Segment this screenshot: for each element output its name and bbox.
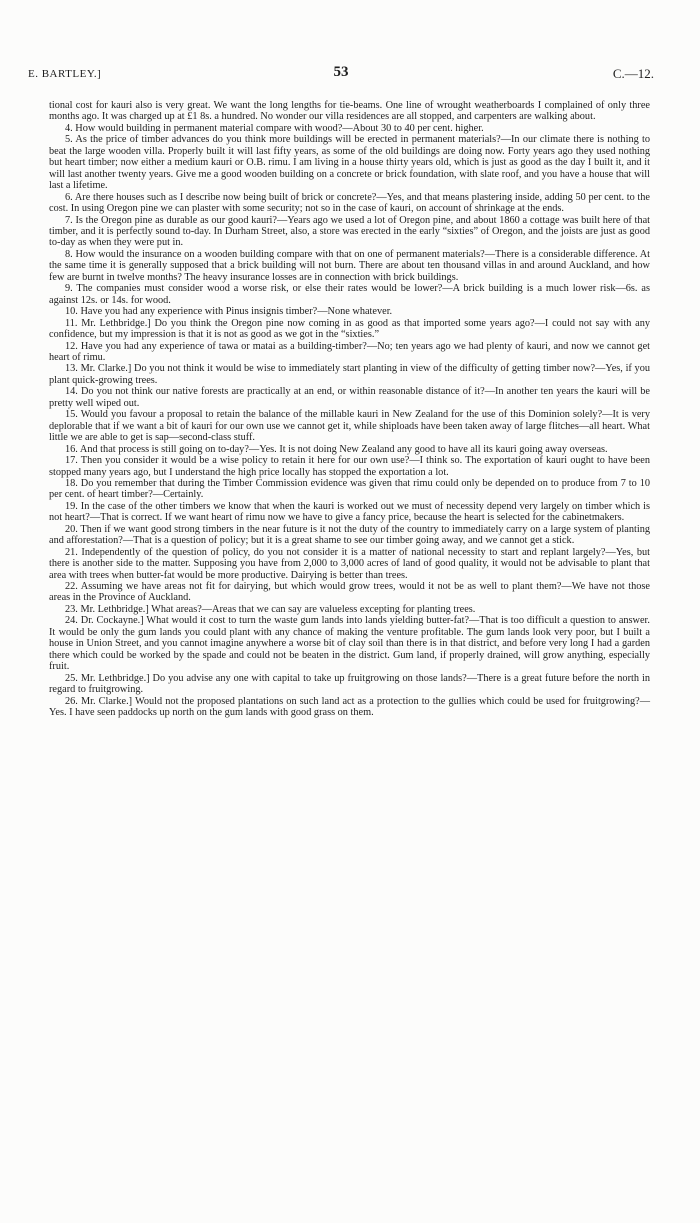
paragraph: 20. Then if we want good strong timbers in the near future is it not the duty of the country to immediately carry on a large system of planting and afforestation?—That is a question of policy; but it is a great shame to see our timber going away, and we cannot get a stick. xyxy=(49,523,650,547)
paragraph: 11. Mr. Lethbridge.] Do you think the Oregon pine now coming in as good as that imported some years ago?—I could not say with any confidence, but my impression is that it is not as good as we got in the “sixties.” xyxy=(49,317,650,341)
paragraph: 15. Would you favour a proposal to retain the balance of the millable kauri in New Zealand for the use of this Dominion solely?—It is very deplorable that if we want a bit of kauri for our own use we cannot get it, while shiploads have been taken away of large flitches—all heart. What little we are able to get is sap—second-class stuff. xyxy=(49,409,650,444)
paragraph: 14. Do you not think our native forests are practically at an end, or within reasonable distance of it?—In another ten years the kauri will be pretty well wiped out. xyxy=(49,386,650,409)
page-number: 53 xyxy=(333,64,349,80)
paragraph: 18. Do you remember that during the Timber Commission evidence was given that rimu could only be depended on to produce from 7 to 10 per cent. of heart timber?—Certainly. xyxy=(49,477,650,501)
paragraph: 9. The companies must consider wood a worse risk, or else their rates would be lower?—A brick building is a much lower risk—6s. as against 12s. or 14s. for wood. xyxy=(49,283,650,306)
paragraph: 16. And that process is still going on to-day?—Yes. It is not doing New Zealand any good to have all its kauri going away overseas. xyxy=(65,443,608,455)
paragraph: 23. Mr. Lethbridge.] What areas?—Areas that we can say are valueless excepting for planting trees. xyxy=(65,603,476,615)
paragraph: 17. Then you consider it would be a wise policy to retain it here for our own use?—I think so. The exportation of kauri ought to have been stopped many years ago, but I understand the high price locally has stopped the exportation a lot. xyxy=(49,455,650,478)
paragraph: 13. Mr. Clarke.] Do you not think it would be wise to immediately start planting in view of the difficulty of getting timber now?—Yes, if you plant quick-growing trees. xyxy=(49,363,650,386)
paragraph: 19. In the case of the other timbers we know that when the kauri is worked out we must of necessity depend very largely on timber which is not heart?—That is correct. If we want heart of rimu now we have to give a fancy price, because the heart is selected for the cabinetmakers. xyxy=(49,500,650,524)
paragraph: 24. Dr. Cockayne.] What would it cost to turn the waste gum lands into lands yielding butter-fat?—That is too difficult a question to answer. It would be only the gum lands you could plant with any chance of making the venture profitable. The gum lands look very poor, but I built a house in Union Street, and you cannot imagine anywhere a worse bit of clay soil than there is in that district, and before very long I had a garden there which could be worked by the spade and could not be beaten in the district. Gum land, if properly drained, will grow anything, especially fruit. xyxy=(49,615,650,673)
paragraph: 12. Have you had any experience of tawa or matai as a building-timber?—No; ten years ago we had plenty of kauri, and now we cannot get heart of rimu. xyxy=(49,340,650,363)
witness-name: E. BARTLEY.] xyxy=(28,68,102,80)
paragraph: 5. As the price of timber advances do you think more buildings will be erected in permanent materials?—In our climate there is nothing to beat the large wooden villa. Properly built it will last fifty years, as some of the old buildings are doing now. Forty years ago they used nothing but heart timber; now either a medium kauri or O.B. rimu. I am living in a house thirty years old, which is just as good as the day I built it, and it will last another twenty years. Give me a good wooden building on a concrete or brick foundation, with slate roof, and you have a house that will last a lifetime. xyxy=(49,134,650,192)
paragraph: 25. Mr. Lethbridge.] Do you advise any one with capital to take up fruitgrowing on those lands?—There is a great future before the north in regard to fruitgrowing. xyxy=(49,672,650,696)
paragraph: 21. Independently of the question of policy, do you not consider it is a matter of national necessity to start and replant largely?—Yes, but there is another side to the matter. Supposing you have from 2,000 to 3,000 acres of land of good quality, it would not be advisable to plant that area with trees when butter-fat would be more productive. Dairying is better than trees. xyxy=(49,546,650,581)
document-body xyxy=(49,100,650,718)
paragraph: 22. Assuming we have areas not fit for dairying, but which would grow trees, would it not be as well to plant them?—We have not those areas in the Province of Auckland. xyxy=(49,581,650,604)
paragraph: 7. Is the Oregon pine as durable as our good kauri?—Years ago we used a lot of Oregon pine, and about 1860 a cottage was built here of that timber, and it is perfectly sound to-day. In Durham Street, also, a store was erected in the early “sixties” of Oregon, and the joists are just as good to-day as when they were put in. xyxy=(49,214,650,249)
paragraph: 6. Are there houses such as I describe now being built of brick or concrete?—Yes, and that means plastering inside, adding 50 per cent. to the cost. In using Oregon pine we can plaster with some security; not so in the case of kauri, on account of shrinkage at the ends. xyxy=(49,191,650,215)
paragraph: 26. Mr. Clarke.] Would not the proposed plantations on such land act as a protection to the gullies which could be used for fruitgrowing?—Yes. I have seen paddocks up north on the gum lands with good grass on them. xyxy=(49,695,650,719)
page-header xyxy=(28,64,654,84)
paragraph: tional cost for kauri also is very great. We want the long lengths for tie-beams. One line of wrought weatherboards I complained of only three months ago. It was charged up at £1 8s. a hundred. No wonder our villa residences are all stopped, and carpenters are walking about. xyxy=(49,100,650,123)
document-reference: C.—12. xyxy=(612,66,654,81)
paragraph: 4. How would building in permanent material compare with wood?—About 30 to 40 per cent. higher. xyxy=(65,122,484,134)
paragraph: 10. Have you had any experience with Pinus insignis timber?—None whatever. xyxy=(65,306,393,318)
paragraph: 8. How would the insurance on a wooden building compare with that on one of permanent materials?—There is a considerable difference. At the same time it is generally supposed that a brick building will not burn. There are about ten thousand villas in and around Auckland, and how few are burnt in twelve months? The heavy insurance losses are in connection with brick buildings. xyxy=(49,248,650,283)
